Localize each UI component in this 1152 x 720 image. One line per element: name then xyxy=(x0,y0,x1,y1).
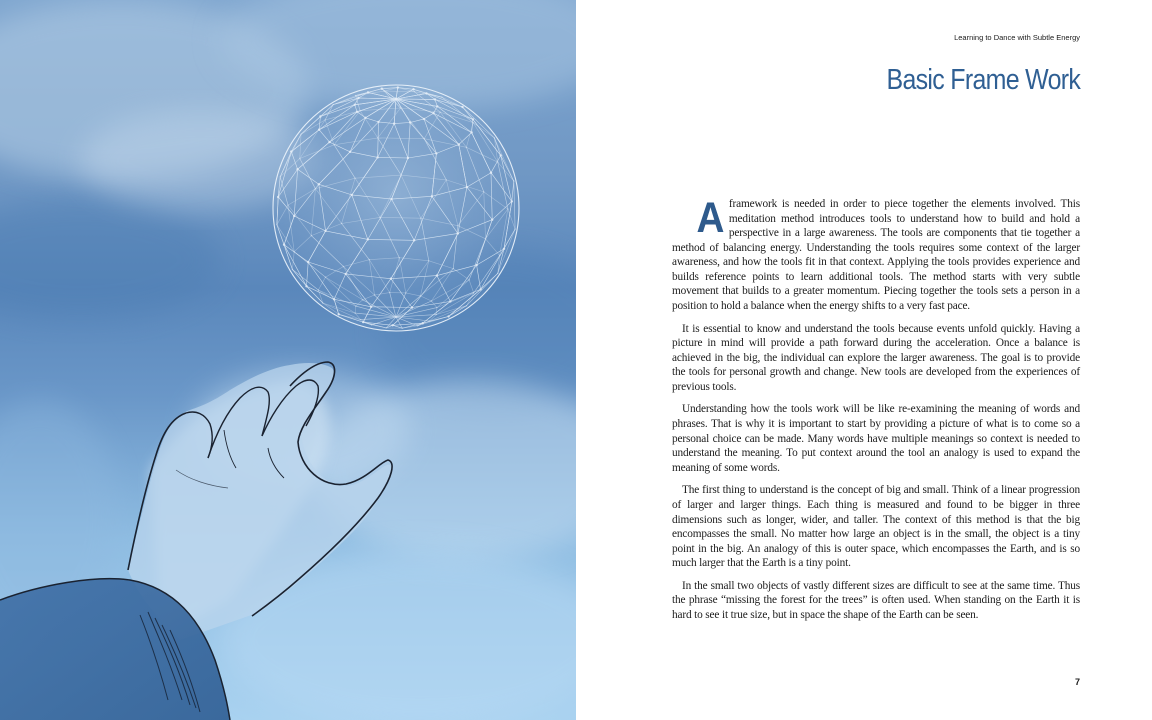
sphere-mesh-node xyxy=(325,277,326,278)
sphere-mesh-node xyxy=(491,219,493,221)
sphere-mesh-node xyxy=(457,232,459,234)
sphere-mesh-node xyxy=(277,196,279,198)
sphere-mesh-node xyxy=(485,238,486,239)
sphere-mesh-node xyxy=(345,273,347,275)
sphere-mesh-node xyxy=(422,322,424,324)
sphere-mesh-node xyxy=(324,119,325,120)
sphere-mesh-node xyxy=(405,292,406,293)
sphere-mesh-node xyxy=(431,300,432,301)
sphere-mesh-node xyxy=(354,312,355,313)
sphere-mesh-node xyxy=(440,112,441,113)
sphere-mesh-node xyxy=(395,316,396,317)
sphere-mesh-node xyxy=(280,176,281,177)
paragraph-1-text: framework is needed in order to piece together the elements involved. This meditation method introduces tools to understand how to build and hold a perspective in a large awareness. The tools are components that tie together a method of balancing energy. Understanding the tools requires some context of the larger awareness, and how the tools fit in that context. Applying the tools provides experience and builds reference points to learn additional tools. The method starts with very subtle movement that builds to a greater momentum. Piecing together the tools sets a person in a position to hold a balance when the energy shifts to a very fast pace. xyxy=(672,198,1080,312)
sphere-mesh-node xyxy=(500,154,502,156)
sphere-mesh-node xyxy=(374,294,375,295)
sphere-mesh-node xyxy=(392,324,394,326)
sphere-mesh-node xyxy=(429,320,430,321)
sphere-mesh-node xyxy=(393,122,395,124)
sphere-mesh-node xyxy=(446,179,447,180)
sphere-mesh-node xyxy=(473,292,474,293)
sphere-mesh-node xyxy=(359,110,360,111)
sphere-mesh-node xyxy=(364,117,366,119)
sphere-mesh-node xyxy=(402,328,403,329)
sphere-mesh-node xyxy=(499,255,500,256)
paragraph-5: In the small two objects of vastly different sizes are difficult to see at the same time. Thus the phrase “missing the forest for the trees” is often used. When standing on the Earth it is hard to see it true size, but in space the shape of the Earth can be seen. xyxy=(672,579,1080,621)
sphere-mesh-node xyxy=(475,264,477,266)
sphere-mesh-node xyxy=(324,230,326,232)
paragraph-2: It is essential to know and understand the tools because events unfold quickly. Having a picture in mind will provide a path forward during the acceleration. Once a balance is achieved in the big, the individual can explore the larger awareness. The goal is to provide the tools for personal growth and change. New tools are developed from the experiences of previous tools. xyxy=(672,322,1080,393)
sphere-mesh-node xyxy=(400,174,401,175)
sphere-mesh-node xyxy=(497,162,498,163)
sphere-mesh-node xyxy=(354,104,356,106)
sphere-mesh-node xyxy=(376,156,378,158)
sphere-mesh-node xyxy=(296,168,298,170)
paragraph-1 xyxy=(672,194,1080,313)
sphere-mesh-node xyxy=(328,141,330,143)
paragraph-4: The first thing to understand is the concept of big and small. Think of a linear progression of larger and larger things. Each thing is measured and found to be bigger in three dimensions such as longer, wider, and taller. The context of this method is that the big encompasses the small. No matter how large an object is in the small, the object is a tiny point in the big. An analogy of this is outer space, which encompasses the Earth, and is so much larger that the Earth is a tiny point. xyxy=(672,484,1080,570)
sphere-mesh-node xyxy=(351,194,353,196)
sphere-mesh-node xyxy=(511,200,513,202)
sphere-mesh-node xyxy=(409,121,411,123)
sphere-mesh-node xyxy=(494,137,495,138)
sphere-mesh-node xyxy=(292,269,293,270)
sphere-mesh-node xyxy=(428,260,429,261)
sphere-mesh-node xyxy=(425,92,427,94)
sphere-mesh-node xyxy=(436,105,438,107)
sphere-mesh-node xyxy=(432,112,434,114)
sphere-mesh-node xyxy=(468,279,469,280)
sphere-mesh-node xyxy=(441,97,442,98)
sphere-mesh-node xyxy=(383,90,384,91)
geodesic-sphere-icon xyxy=(273,85,519,331)
sphere-mesh-node xyxy=(318,183,320,185)
sphere-mesh-node xyxy=(318,289,319,290)
sphere-mesh-node xyxy=(290,150,292,152)
sphere-mesh-node xyxy=(507,208,508,209)
sphere-mesh-node xyxy=(453,268,454,269)
sphere-mesh-node xyxy=(377,137,378,138)
sphere-mesh-node xyxy=(322,302,323,303)
sphere-mesh-node xyxy=(362,299,363,300)
sphere-mesh-node xyxy=(417,325,418,326)
paragraph-3: Understanding how the tools work will be like re-examining the meaning of words and phrases. That is why it is important to start by providing a picture of what is to come so a personal choice can be made. Many words have multiple meanings so context is needed to understand the meaning. To put context around the tool an analogy is used to expand the meaning of some words. xyxy=(672,403,1080,474)
sphere-mesh-node xyxy=(389,292,390,293)
sphere-mesh-node xyxy=(497,273,498,274)
sphere-mesh-node xyxy=(399,257,400,258)
sphere-mesh-node xyxy=(420,218,421,219)
sphere-mesh-node xyxy=(369,259,370,260)
sphere-mesh-node xyxy=(377,121,379,123)
sphere-mesh-node xyxy=(386,327,387,328)
sphere-mesh-node xyxy=(333,144,334,145)
sphere-mesh-node xyxy=(483,191,484,192)
sphere-mesh-node xyxy=(457,225,458,226)
sphere-mesh-node xyxy=(397,86,399,88)
sphere-mesh-node xyxy=(434,98,436,100)
sphere-mesh-node xyxy=(423,118,425,120)
sphere-mesh-node xyxy=(357,97,359,99)
sphere-mesh-node xyxy=(355,305,356,306)
sphere-mesh-node xyxy=(367,238,369,240)
sphere-mesh-node xyxy=(420,295,421,296)
sphere-mesh-node xyxy=(503,248,505,250)
sphere-mesh-node xyxy=(390,278,392,280)
sphere-mesh-node xyxy=(431,195,433,197)
sphere-mesh-node xyxy=(447,315,449,317)
sphere-mesh-node xyxy=(479,288,481,290)
sphere-mesh-node xyxy=(283,244,285,246)
sphere-mesh-node xyxy=(466,147,467,148)
sphere-mesh-node xyxy=(470,131,472,133)
sphere-mesh-node xyxy=(341,223,342,224)
sphere-mesh-node xyxy=(381,88,383,90)
sphere-mesh-node xyxy=(411,306,413,308)
sphere-mesh-node xyxy=(413,239,415,241)
sphere-mesh-node xyxy=(354,178,355,179)
sphere-mesh-node xyxy=(355,95,356,96)
sphere-mesh-node xyxy=(435,152,437,154)
sphere-mesh-node xyxy=(466,305,467,306)
sphere-mesh-node xyxy=(513,180,514,181)
sphere-mesh-node xyxy=(458,143,460,145)
sphere-mesh-node xyxy=(362,321,364,323)
sphere-mesh-node xyxy=(461,106,463,108)
sphere-mesh-node xyxy=(473,122,474,123)
sphere-mesh-node xyxy=(400,107,401,108)
sphere-mesh-node xyxy=(412,88,414,90)
sphere-mesh-node xyxy=(436,307,437,308)
sphere-mesh-node xyxy=(395,98,397,100)
sphere-mesh-node xyxy=(319,115,321,117)
sphere-mesh-node xyxy=(356,111,358,113)
sphere-mesh-node xyxy=(379,217,380,218)
sphere-mesh-node xyxy=(338,313,340,315)
body-text xyxy=(672,194,1080,631)
sphere-mesh-node xyxy=(367,91,369,93)
sphere-mesh-node xyxy=(436,274,438,276)
sphere-mesh-node xyxy=(449,300,451,302)
sphere-mesh-node xyxy=(300,134,301,135)
sphere-mesh-node xyxy=(299,158,300,159)
sphere-mesh-node xyxy=(407,157,409,159)
sphere-mesh-node xyxy=(333,298,335,300)
sphere-mesh-node xyxy=(293,215,295,217)
sphere-mesh-node xyxy=(390,198,392,200)
sphere-mesh-node xyxy=(315,188,316,189)
page-number: 7 xyxy=(1074,677,1080,687)
sphere-mesh-node xyxy=(514,228,515,229)
sphere-mesh-node xyxy=(307,261,309,263)
sphere-mesh-node xyxy=(287,204,288,205)
chapter-title: Basic Frame Work xyxy=(886,64,1080,96)
sphere-mesh-node xyxy=(490,172,492,174)
sphere-mesh-node xyxy=(472,118,474,120)
sphere-mesh-node xyxy=(349,151,351,153)
text-page xyxy=(576,0,1152,720)
sphere-mesh-node xyxy=(333,104,334,105)
drop-cap: A xyxy=(696,194,725,242)
sphere-mesh-node xyxy=(424,138,425,139)
sphere-mesh-node xyxy=(305,285,307,287)
sphere-mesh-node xyxy=(318,129,320,131)
sphere-mesh-node xyxy=(276,224,277,225)
sphere-mesh-node xyxy=(466,186,468,188)
sphere-mesh-node xyxy=(436,314,437,315)
running-head: Learning to Dance with Subtle Energy xyxy=(954,33,1080,42)
sphere-mesh-node xyxy=(414,91,415,92)
sphere-mesh-node xyxy=(371,324,372,325)
sphere-mesh-node xyxy=(294,251,295,252)
sphere-mesh-node xyxy=(311,235,312,236)
sphere-mesh-node xyxy=(360,319,361,320)
sphere-mesh-node xyxy=(370,306,372,308)
sphere-mesh-node xyxy=(343,266,344,267)
